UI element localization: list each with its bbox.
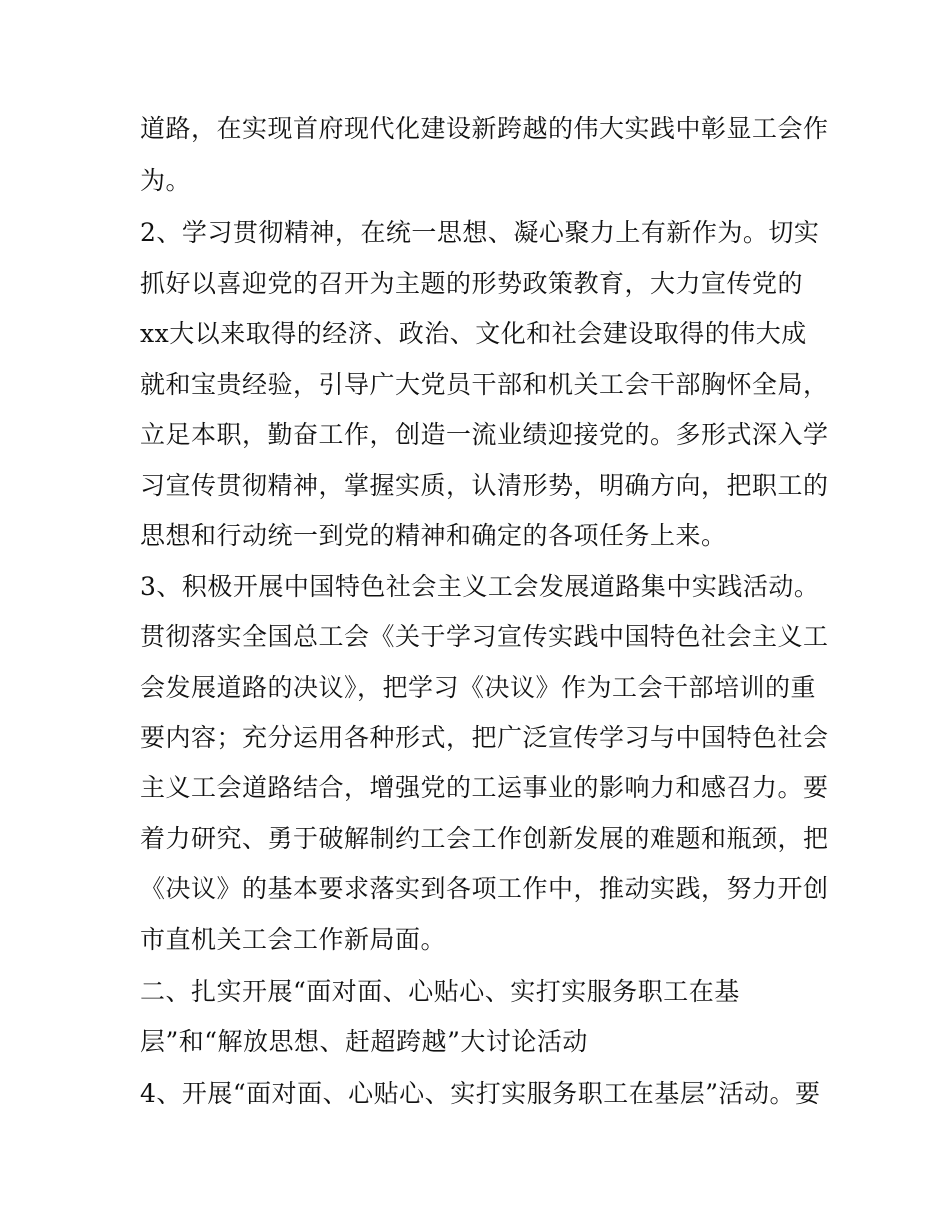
text-line: 贯彻落实全国总工会《关于学习宣传实践中国特色社会主义工 [140,622,829,651]
text-line: 为。 [140,166,192,195]
text-line: 主义工会道路结合，增强党的工运事业的影响力和感召力。要 [140,773,829,802]
text-line: 思想和行动统一到党的精神和确定的各项任务上来。 [140,521,727,550]
text-line: 2、学习贯彻精神，在统一思想、凝心聚力上有新作为。切实 [140,218,820,247]
text-line: 3、积极开展中国特色社会主义工会发展道路集中实践活动。 [140,572,820,601]
text-line: 抓好以喜迎党的召开为主题的形势政策教育，大力宣传党的 [140,269,804,298]
text-line: 会发展道路的决议》，把学习《决议》作为工会干部培训的重 [140,673,817,702]
text-line: 就和宝贵经验，引导广大党员干部和机关工会干部胸怀全局， [140,370,829,399]
text-line: xx大以来取得的经济、政治、文化和社会建设取得的伟大成 [140,319,807,348]
section-heading-line: 层”和“解放思想、赶超跨越”大讨论活动 [140,1027,588,1056]
text-line: 要内容；充分运用各种形式，把广泛宣传学习与中国特色社会 [140,723,829,752]
text-line: 市直机关工会工作新局面。 [140,925,447,954]
text-line: 着力研究、勇于破解制约工会工作创新发展的难题和瓶颈，把 [140,824,829,853]
text-line: 4、开展“面对面、心贴心、实打实服务职工在基层”活动。要 [140,1079,821,1108]
text-line: 习宣传贯彻精神，掌握实质，认清形势，明确方向，把职工的 [140,471,829,500]
section-heading-line: 二、扎实开展“面对面、心贴心、实打实服务职工在基 [140,977,740,1006]
text-line: 道路，在实现首府现代化建设新跨越的伟大实践中彰显工会作 [140,114,829,143]
text-line: 《决议》的基本要求落实到各项工作中，推动实践，努力开创 [140,874,829,903]
text-line: 立足本职，勤奋工作，创造一流业绩迎接党的。多形式深入学 [140,420,829,449]
